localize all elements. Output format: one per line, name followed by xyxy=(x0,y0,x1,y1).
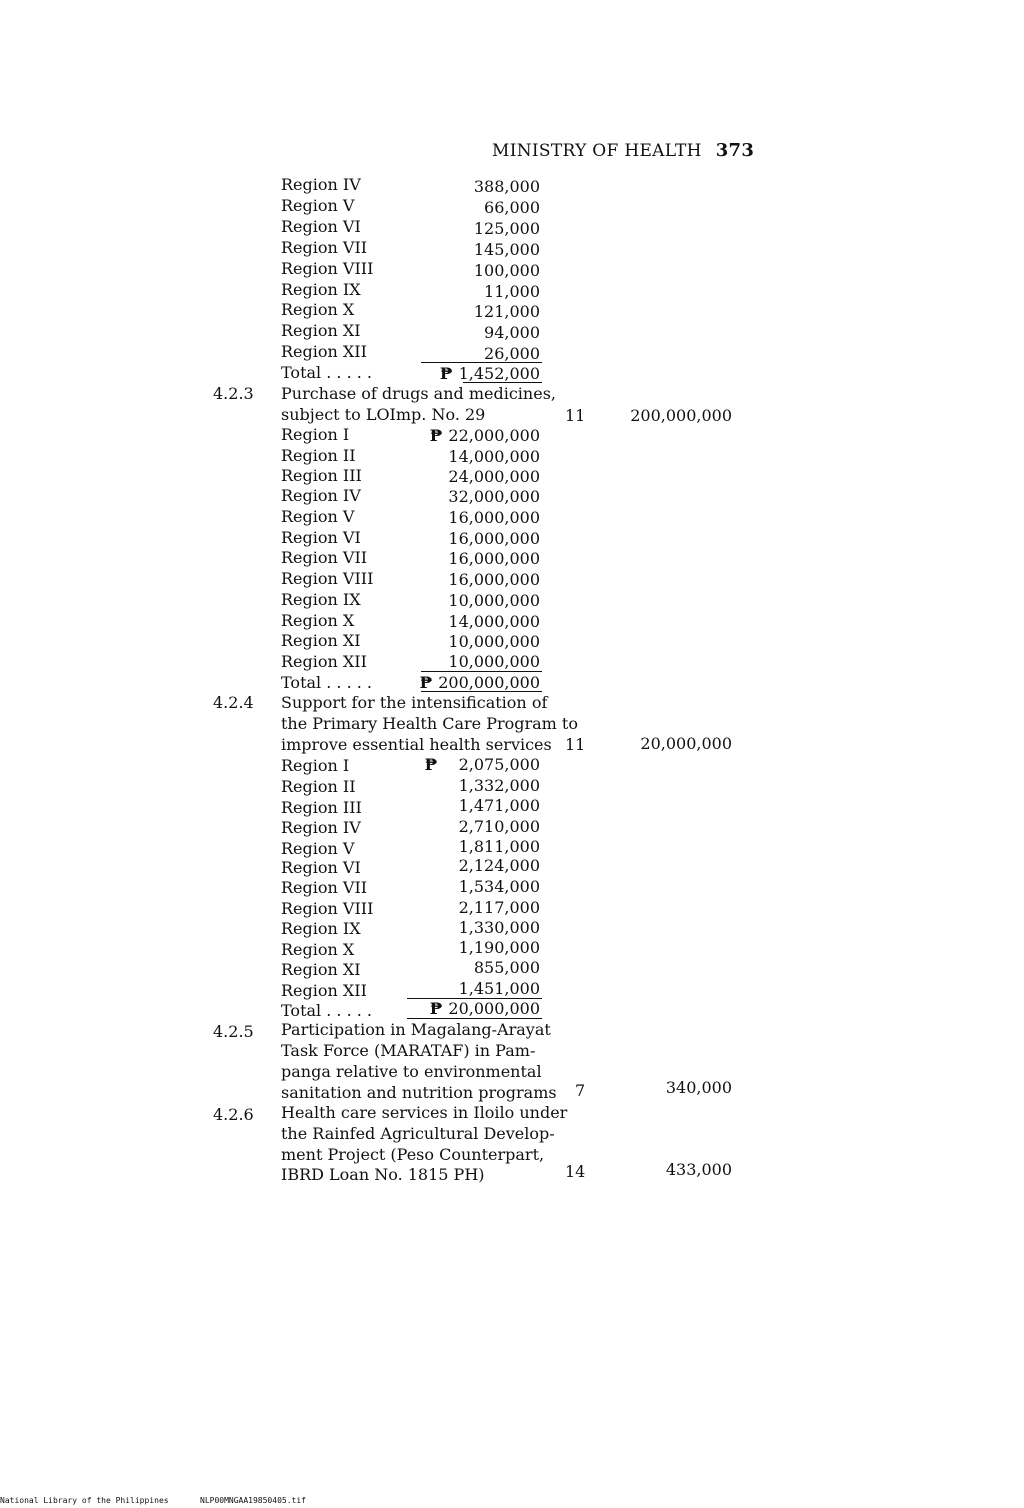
total-label: Total . . . . . xyxy=(281,1001,373,1020)
page-number: 373 xyxy=(715,140,755,161)
region-amount: 24,000,000 xyxy=(448,467,540,486)
section-description-line: Participation in Magalang-Arayat xyxy=(281,1020,551,1039)
region-amount: ₱ 2,075,000 xyxy=(424,755,540,774)
region-amount: 32,000,000 xyxy=(448,487,540,506)
section-description-line: the Rainfed Agricultural Develop- xyxy=(281,1124,555,1143)
region-amount: 94,000 xyxy=(484,323,540,342)
section-code: 11 xyxy=(565,406,586,425)
region-label: Region XII xyxy=(281,652,367,671)
section-description-line: panga relative to environmental xyxy=(281,1062,542,1081)
region-amount: 26,000 xyxy=(484,344,540,363)
region-amount: 145,000 xyxy=(473,240,540,259)
total-rule xyxy=(421,671,542,672)
region-label: Region V xyxy=(281,507,355,526)
region-label: Region VII xyxy=(281,878,368,897)
region-amount: 1,811,000 xyxy=(458,837,540,856)
section-description-line: Support for the intensification of xyxy=(281,693,548,712)
section-description-line: IBRD Loan No. 1815 PH) xyxy=(281,1165,485,1184)
region-amount: 1,330,000 xyxy=(458,918,540,937)
region-amount: 16,000,000 xyxy=(448,529,540,548)
region-label: Region VIII xyxy=(281,569,374,588)
total-amount: ₱ 200,000,000 xyxy=(419,673,540,692)
total-underline xyxy=(421,691,542,692)
section-number: 4.2.5 xyxy=(213,1022,254,1041)
header-title: MINISTRY OF HEALTH xyxy=(492,141,702,161)
region-amount: ₱ 22,000,000 xyxy=(429,426,540,445)
section-description-line: subject to LOImp. No. 29 xyxy=(281,405,486,424)
region-label: Region VI xyxy=(281,528,361,547)
region-amount: 1,332,000 xyxy=(458,776,540,795)
total-underline xyxy=(463,382,542,383)
region-amount: 16,000,000 xyxy=(448,508,540,527)
region-amount: 1,451,000 xyxy=(458,979,540,998)
region-amount: 11,000 xyxy=(484,282,540,301)
section-code: 7 xyxy=(575,1081,586,1100)
peso-icon: ₱ xyxy=(429,426,443,445)
region-label: Region I xyxy=(281,425,350,444)
region-label: Region I xyxy=(281,756,350,775)
region-label: Region XI xyxy=(281,321,361,340)
section-description-line: Task Force (MARATAF) in Pam- xyxy=(281,1041,536,1060)
region-label: Region VI xyxy=(281,858,361,877)
region-amount: 2,124,000 xyxy=(458,856,540,875)
region-label: Region VIII xyxy=(281,899,374,918)
region-label: Region II xyxy=(281,446,356,465)
region-label: Region III xyxy=(281,798,362,817)
region-amount: 10,000,000 xyxy=(448,632,540,651)
region-label: Region IX xyxy=(281,280,361,299)
region-amount: 1,190,000 xyxy=(458,938,540,957)
total-underline xyxy=(407,1018,542,1019)
region-amount: 121,000 xyxy=(473,302,540,321)
section-description-line: Purchase of drugs and medicines, xyxy=(281,384,556,403)
region-label: Region X xyxy=(281,300,355,319)
region-amount: 2,710,000 xyxy=(458,817,540,836)
section-amount: 20,000,000 xyxy=(640,734,732,753)
section-description-line: improve essential health services xyxy=(281,735,552,754)
section-number: 4.2.6 xyxy=(213,1105,254,1124)
region-label: Region XII xyxy=(281,342,367,361)
region-label: Region IV xyxy=(281,175,361,194)
section-description-line: Health care services in Iloilo under xyxy=(281,1103,568,1122)
region-label: Region IV xyxy=(281,486,361,505)
section-number: 4.2.4 xyxy=(213,693,254,712)
section-description-line: ment Project (Peso Counterpart, xyxy=(281,1145,545,1164)
region-amount: 1,471,000 xyxy=(458,796,540,815)
region-amount: 14,000,000 xyxy=(448,447,540,466)
footer-filename: NLP00MNGAA19850405.tif xyxy=(200,1496,306,1505)
region-amount: 14,000,000 xyxy=(448,612,540,631)
peso-icon: ₱ xyxy=(424,755,438,774)
region-label: Region XI xyxy=(281,631,361,650)
region-label: Region X xyxy=(281,611,355,630)
region-amount: 16,000,000 xyxy=(448,549,540,568)
region-amount: 66,000 xyxy=(484,198,540,217)
section-amount: 200,000,000 xyxy=(630,406,732,425)
total-label: Total . . . . . xyxy=(281,363,373,382)
region-label: Region II xyxy=(281,777,356,796)
region-label: Region VII xyxy=(281,548,368,567)
total-label: Total . . . . . xyxy=(281,673,373,692)
region-label: Region IV xyxy=(281,818,361,837)
section-amount: 340,000 xyxy=(665,1078,732,1097)
region-label: Region III xyxy=(281,466,362,485)
region-label: Region VIII xyxy=(281,259,374,278)
total-amount: ₱ 20,000,000 xyxy=(429,999,540,1018)
running-header xyxy=(492,140,754,161)
region-amount: 1,534,000 xyxy=(458,877,540,896)
section-code: 14 xyxy=(565,1162,586,1181)
region-label: Region VII xyxy=(281,238,368,257)
region-label: Region X xyxy=(281,940,355,959)
region-amount: 125,000 xyxy=(473,219,540,238)
region-label: Region VI xyxy=(281,217,361,236)
peso-icon: ₱ xyxy=(419,673,433,692)
section-amount: 433,000 xyxy=(665,1160,732,1179)
section-description-line: the Primary Health Care Program to xyxy=(281,714,578,733)
region-label: Region V xyxy=(281,196,355,215)
section-number: 4.2.3 xyxy=(213,384,254,403)
region-amount: 10,000,000 xyxy=(448,591,540,610)
peso-icon: ₱ xyxy=(429,999,443,1018)
region-label: Region V xyxy=(281,839,355,858)
region-amount: 100,000 xyxy=(473,261,540,280)
total-rule xyxy=(421,362,542,363)
region-label: Region IX xyxy=(281,590,361,609)
region-label: Region IX xyxy=(281,919,361,938)
region-amount: 855,000 xyxy=(473,958,540,977)
total-amount: ₱ 1,452,000 xyxy=(439,364,540,383)
footer-library: National Library of the Philippines xyxy=(0,1496,169,1505)
region-label: Region XI xyxy=(281,960,361,979)
region-amount: 2,117,000 xyxy=(458,898,540,917)
peso-icon: ₱ xyxy=(439,364,453,383)
region-label: Region XII xyxy=(281,981,367,1000)
section-description-line: sanitation and nutrition programs xyxy=(281,1083,557,1102)
region-amount: 388,000 xyxy=(473,177,540,196)
region-amount: 16,000,000 xyxy=(448,570,540,589)
section-code: 11 xyxy=(565,735,586,754)
region-amount: 10,000,000 xyxy=(448,652,540,671)
